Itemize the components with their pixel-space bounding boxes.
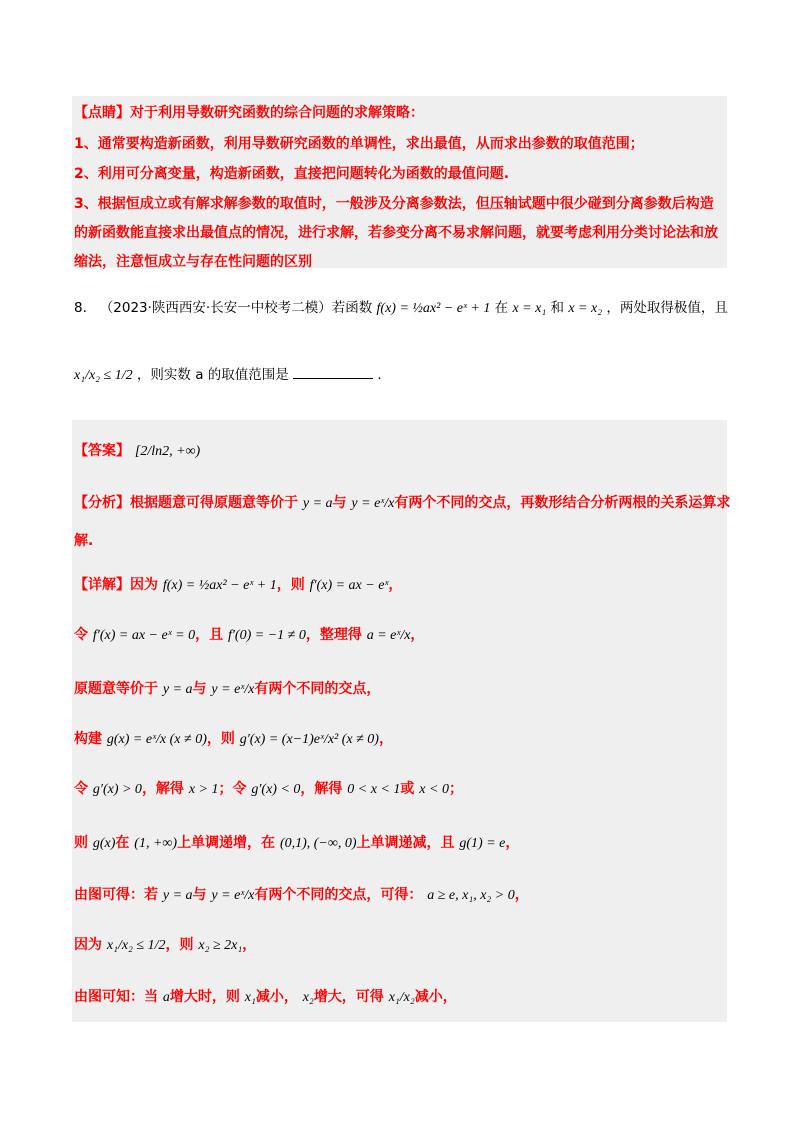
- detail-line-7: [74, 884, 529, 904]
- detail-line-3: [74, 678, 380, 698]
- detail-math: y = a: [162, 888, 193, 903]
- detail-text: ，: [514, 887, 529, 903]
- detail-text: 有两个不同的交点，: [254, 681, 381, 697]
- analysis-yex: y = eˣ/x: [351, 496, 395, 511]
- detail-math: g′(x) = (x−1)eˣ/x² (x ≠ 0): [239, 732, 379, 747]
- question-function: f(x) = ½ax² − eˣ + 1: [376, 301, 491, 316]
- detail-text: ，: [410, 627, 425, 643]
- answer-blank: [293, 377, 373, 379]
- detail-line-8: [74, 934, 256, 954]
- detail-line-2: [74, 624, 424, 644]
- detail-math: a = eˣ/x: [366, 628, 411, 643]
- question-text: ，两处取得极值，且: [606, 300, 728, 316]
- detail-text: 由图可得：若: [74, 887, 158, 903]
- tip-item-3-line-2: 的新函数能直接求出最值点的情况，进行求解，若参变分离不易求解问题，就要考虑利用分类讨论法和放: [74, 225, 718, 241]
- analysis-line-1: [74, 492, 730, 512]
- detail-text: 上单调递增，在: [177, 835, 276, 851]
- tip-item-3-line-3: 缩法，注意恒成立与存在性问题的区别: [74, 254, 312, 270]
- detail-label: 【详解】: [74, 577, 130, 593]
- detail-math: x < 0: [419, 782, 449, 797]
- detail-text: ，则: [165, 937, 194, 953]
- detail-math: 0 < x < 1: [347, 782, 401, 797]
- detail-math: f′(0) = −1 ≠ 0: [227, 628, 306, 643]
- tip-item-3-line-1: 3、根据恒成立或有解求解参数的取值时，一般涉及分离参数法，但压轴试题中很少碰到分离参数后构造: [74, 196, 714, 212]
- detail-text: 有两个不同的交点，可得：: [254, 887, 423, 903]
- detail-text: 由图可知：当: [74, 989, 158, 1005]
- tip-item-1: 1、通常要构造新函数，利用导数研究函数的单调性，求出最值，从而求出参数的取值范围；: [74, 136, 644, 152]
- detail-math: g(1) = e: [459, 836, 506, 851]
- detail-line-5: [74, 778, 463, 798]
- detail-math: x₁: [244, 990, 256, 1005]
- detail-math: g′(x) < 0: [251, 782, 301, 797]
- detail-text: 令: [74, 781, 88, 797]
- detail-text: 原题意等价于: [74, 681, 158, 697]
- detail-math: g(x) = eˣ/x (x ≠ 0): [106, 732, 207, 747]
- detail-math: x₁/x₂ ≤ 1/2: [106, 938, 166, 953]
- detail-text: ，整理得: [305, 627, 362, 643]
- detail-math: x₁/x₂: [388, 990, 415, 1005]
- detail-math: g(x): [92, 836, 116, 851]
- detail-math: g′(x) > 0: [92, 782, 142, 797]
- detail-text: 令: [74, 627, 88, 643]
- analysis-text: 有两个不同的交点，再数形结合分析两根的关系运算求: [394, 495, 731, 511]
- detail-math: x₂: [302, 990, 314, 1005]
- detail-text: ；令: [218, 781, 247, 797]
- detail-text: 减小，: [255, 989, 298, 1005]
- question-text: ，则实数 a 的取值范围是: [136, 367, 289, 383]
- detail-text: ；: [448, 781, 463, 797]
- detail-math: f′(x) = ax − eˣ = 0: [92, 628, 196, 643]
- question-text: .: [377, 367, 382, 383]
- detail-math: f′(x) = ax − eˣ: [309, 578, 389, 593]
- detail-math: f(x) = ½ax² − eˣ + 1: [162, 578, 277, 593]
- analysis-label: 【分析】: [74, 495, 130, 511]
- detail-text: ，: [388, 577, 403, 593]
- question-line-1: [74, 296, 728, 317]
- analysis-text: 与: [332, 495, 347, 511]
- detail-text: ，: [505, 835, 520, 851]
- detail-text: ，: [378, 731, 393, 747]
- detail-text: 减小，: [414, 989, 457, 1005]
- detail-text: 则: [74, 835, 88, 851]
- detail-math: y = eˣ/x: [211, 682, 255, 697]
- question-number: 8.: [74, 300, 87, 316]
- detail-line-6: [74, 832, 519, 852]
- analysis-ya: y = a: [302, 496, 333, 511]
- answer-label: 【答案】: [74, 443, 130, 459]
- question-text: 和: [550, 300, 565, 316]
- detail-line-1: [74, 574, 402, 594]
- question-source: （2023·陕西西安·长安一中校考二模）若函数: [99, 300, 373, 316]
- detail-math: y = eˣ/x: [211, 888, 255, 903]
- tip-title: 【点睛】对于利用导数研究函数的综合问题的求解策略：: [74, 105, 424, 121]
- detail-text: ，则: [276, 577, 305, 593]
- detail-text: 增大时，则: [169, 989, 240, 1005]
- detail-math: x > 1: [188, 782, 219, 797]
- tip-item-2: 2、利用可分离变量，构造新函数，直接把问题转化为函数的最值问题.: [74, 166, 510, 182]
- analysis-line-2: 解.: [74, 533, 94, 549]
- detail-text: 上单调递减，且: [356, 835, 455, 851]
- question-x1: x = x₁: [512, 301, 547, 316]
- question-line-2: [74, 363, 382, 384]
- detail-line-4: [74, 728, 393, 748]
- detail-text: 因为: [130, 577, 158, 593]
- answer-line: [74, 440, 200, 460]
- detail-math: (1, +∞): [134, 836, 178, 851]
- detail-text: ，: [242, 937, 257, 953]
- question-x2: x = x₂: [568, 301, 603, 316]
- analysis-text: 根据题意可得原题意等价于: [130, 495, 298, 511]
- question-text: 在: [494, 300, 509, 316]
- detail-text: 与: [192, 681, 207, 697]
- detail-math: y = a: [162, 682, 193, 697]
- detail-text: 构建: [74, 731, 102, 747]
- detail-text: 与: [192, 887, 207, 903]
- detail-text: 在: [115, 835, 130, 851]
- detail-math: (0,1), (−∞, 0): [279, 836, 357, 851]
- answer-value: [2/ln2, +∞): [134, 444, 201, 459]
- detail-text: 或: [400, 781, 415, 797]
- detail-text: ，且: [195, 627, 224, 643]
- detail-math: a: [162, 990, 170, 1005]
- detail-math: x₂ ≥ 2x₁: [198, 938, 243, 953]
- detail-text: ，解得: [141, 781, 184, 797]
- detail-text: 增大，可得: [313, 989, 384, 1005]
- question-condition: x₁/x₂ ≤ 1/2: [74, 368, 133, 383]
- detail-text: ，则: [206, 731, 235, 747]
- detail-text: 因为: [74, 937, 102, 953]
- detail-text: ，解得: [300, 781, 343, 797]
- detail-line-9: [74, 986, 457, 1006]
- detail-math: a ≥ e, x₁, x₂ > 0: [427, 888, 515, 903]
